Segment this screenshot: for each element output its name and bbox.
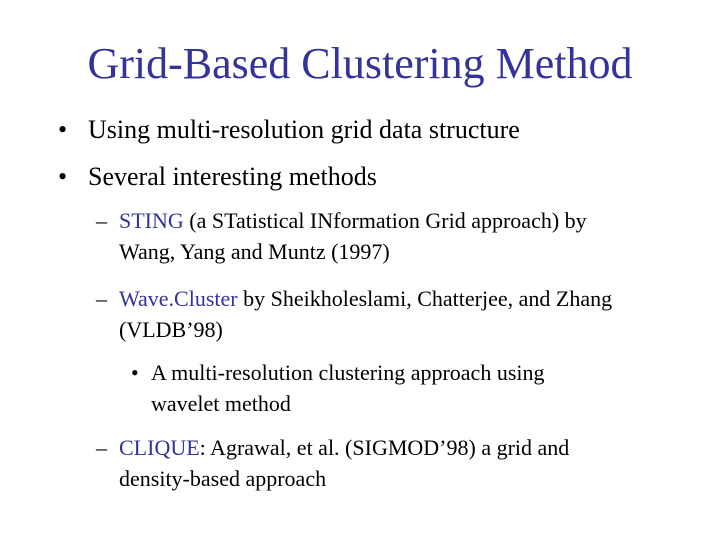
bullet-icon: •	[131, 360, 139, 385]
detail-text-cont: wavelet method	[151, 391, 291, 416]
method-desc: by Sheikholeslami, Chatterjee, and Zhang	[237, 286, 613, 311]
method-desc-cont: density-based approach	[119, 466, 327, 491]
dash-icon: –	[96, 286, 107, 311]
method-desc-cont: Wang, Yang and Muntz (1997)	[119, 239, 390, 264]
detail-text: A multi-resolution clustering approach using	[151, 360, 545, 385]
bullet-icon: •	[58, 162, 68, 191]
method-desc-cont: (VLDB’98)	[119, 317, 223, 342]
method-name-sting: STING	[119, 208, 184, 233]
method-name-wavecluster: Wave.Cluster	[119, 286, 238, 311]
method-name-clique: CLIQUE	[119, 435, 200, 460]
bullet-text: Several interesting methods	[88, 162, 377, 191]
bullet-text: Using multi-resolution grid data structure	[88, 115, 520, 144]
method-desc: (a STatistical INformation Grid approach) by	[183, 208, 587, 233]
slide-title: Grid-Based Clustering Method	[87, 39, 633, 88]
method-desc: : Agrawal, et al. (SIGMOD’98) a grid and	[199, 435, 570, 460]
bullet-icon: •	[58, 115, 68, 144]
dash-icon: –	[96, 208, 107, 233]
dash-icon: –	[96, 435, 107, 460]
